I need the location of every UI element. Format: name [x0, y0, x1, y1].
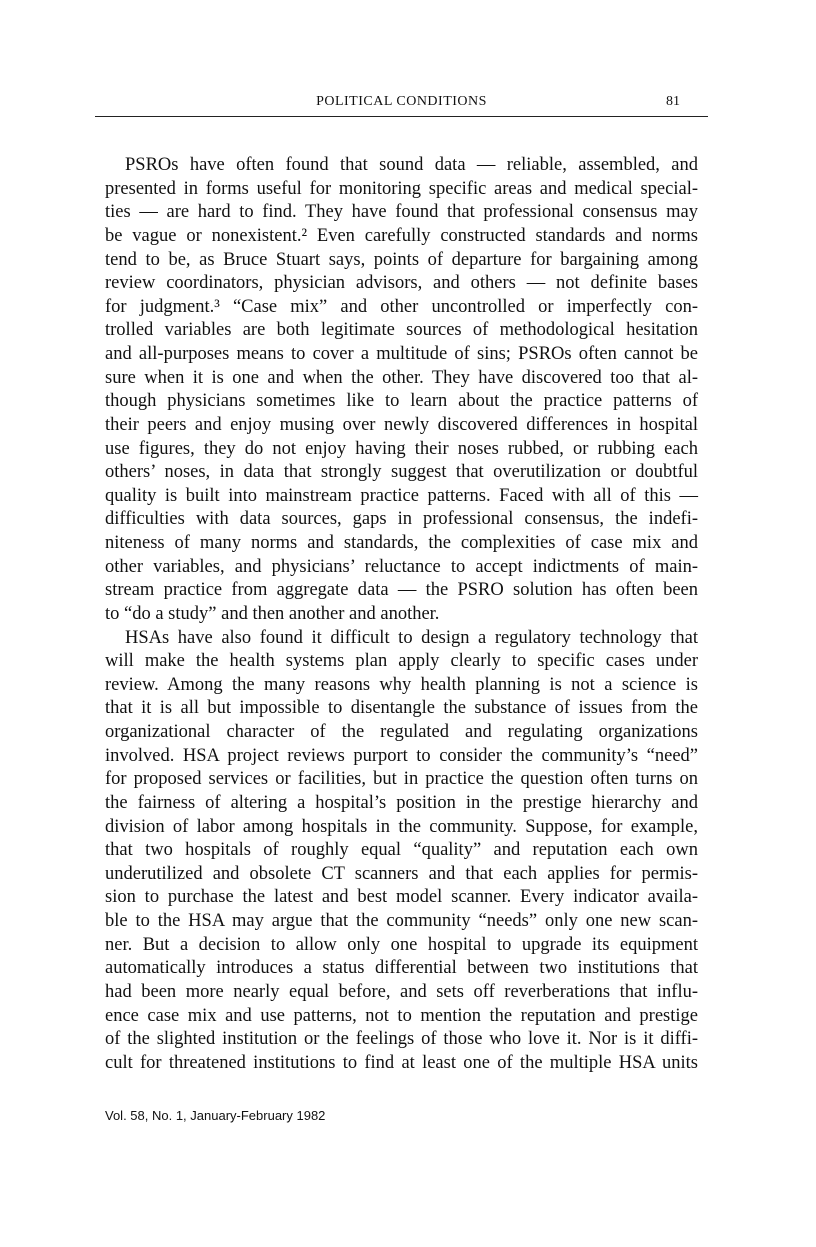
text-line: PSROs have often found that sound data — reliable, assembled, and — [125, 155, 698, 175]
text-line: be vague or nonexistent.² Even carefully constructed standards and norms — [105, 225, 698, 246]
text-line: had been more nearly equal before, and sets off reverberations that influ- — [105, 981, 698, 1002]
text-line: review coordinators, physician advisors, and others — not definite bases — [105, 273, 698, 294]
text-line: ble to the HSA may argue that the community “needs” only one new scan- — [105, 911, 698, 931]
text-line: though physicians sometimes like to learn about the practice patterns of — [105, 391, 698, 412]
text-line: for proposed services or facilities, but in practice the question often turns on — [105, 769, 698, 790]
footer-citation: Vol. 58, No. 1, January-February 1982 — [105, 1108, 326, 1123]
running-title: POLITICAL CONDITIONS — [316, 94, 487, 109]
text-line: trolled variables are both legitimate sources of methodological hesitation — [105, 320, 698, 341]
text-line: use figures, they do not enjoy having their noses rubbed, or rubbing each — [105, 438, 698, 459]
page-number: 81 — [666, 94, 680, 109]
text-line: the fairness of altering a hospital’s position in the prestige hierarchy and — [105, 792, 698, 813]
body-text — [105, 154, 698, 1075]
text-line: HSAs have also found it difficult to design a regulatory technology that — [125, 627, 698, 648]
text-line: sure when it is one and when the other. They have discovered too that al- — [105, 367, 698, 388]
text-line: of the slighted institution or the feelings of those who love it. Nor is it diffi- — [105, 1029, 698, 1050]
running-head — [95, 94, 708, 117]
text-line: cult for threatened institutions to find at least one of the multiple HSA units — [105, 1052, 698, 1073]
text-line: tend to be, as Bruce Stuart says, points of departure for bargaining among — [105, 249, 698, 270]
text-line: that two hospitals of roughly equal “quality” and reputation each own — [105, 840, 698, 861]
text-line: their peers and enjoy musing over newly discovered differences in hospital — [105, 414, 698, 435]
text-line: ence case mix and use patterns, not to mention the reputation and prestige — [105, 1005, 698, 1026]
text-line: review. Among the many reasons why health planning is not a science is — [105, 674, 698, 695]
text-line: others’ noses, in data that strongly suggest that overutilization or doubtful — [105, 462, 698, 483]
text-line: to “do a study” and then another and another. — [105, 603, 440, 624]
text-line: quality is built into mainstream practice patterns. Faced with all of this — — [105, 485, 698, 506]
paragraph-2 — [105, 627, 698, 1076]
text-line: other variables, and physicians’ reluctance to accept indictments of main- — [105, 556, 698, 577]
text-line: niteness of many norms and standards, the complexities of case mix and — [105, 533, 698, 553]
text-line: stream practice from aggregate data — the PSRO solution has often been — [105, 580, 698, 601]
text-line: sion to purchase the latest and best model scanner. Every indicator availa- — [105, 887, 698, 908]
text-line: ties — are hard to find. They have found that professional consensus may — [105, 202, 698, 223]
text-line: difficulties with data sources, gaps in professional consensus, the indefi- — [105, 509, 698, 530]
text-line: automatically introduces a status differential between two institutions that — [105, 958, 698, 979]
paragraph-1 — [105, 154, 698, 627]
text-line: division of labor among hospitals in the community. Suppose, for example, — [105, 816, 698, 837]
text-line: will make the health systems plan apply clearly to specific cases under — [105, 651, 698, 672]
text-line: that it is all but impossible to disentangle the substance of issues from the — [105, 698, 698, 719]
text-line: and all-purposes means to cover a multitude of sins; PSROs often cannot be — [105, 344, 698, 364]
text-line: underutilized and obsolete CT scanners and that each applies for permis- — [105, 863, 698, 884]
text-line: for judgment.³ “Case mix” and other uncontrolled or imperfectly con- — [105, 296, 698, 317]
text-line: organizational character of the regulated and regulating organizations — [105, 722, 698, 742]
text-line: involved. HSA project reviews purport to consider the community’s “need” — [105, 745, 698, 766]
text-line: presented in forms useful for monitoring specific areas and medical special- — [105, 178, 698, 199]
text-line: ner. But a decision to allow only one hospital to upgrade its equipment — [105, 934, 698, 955]
